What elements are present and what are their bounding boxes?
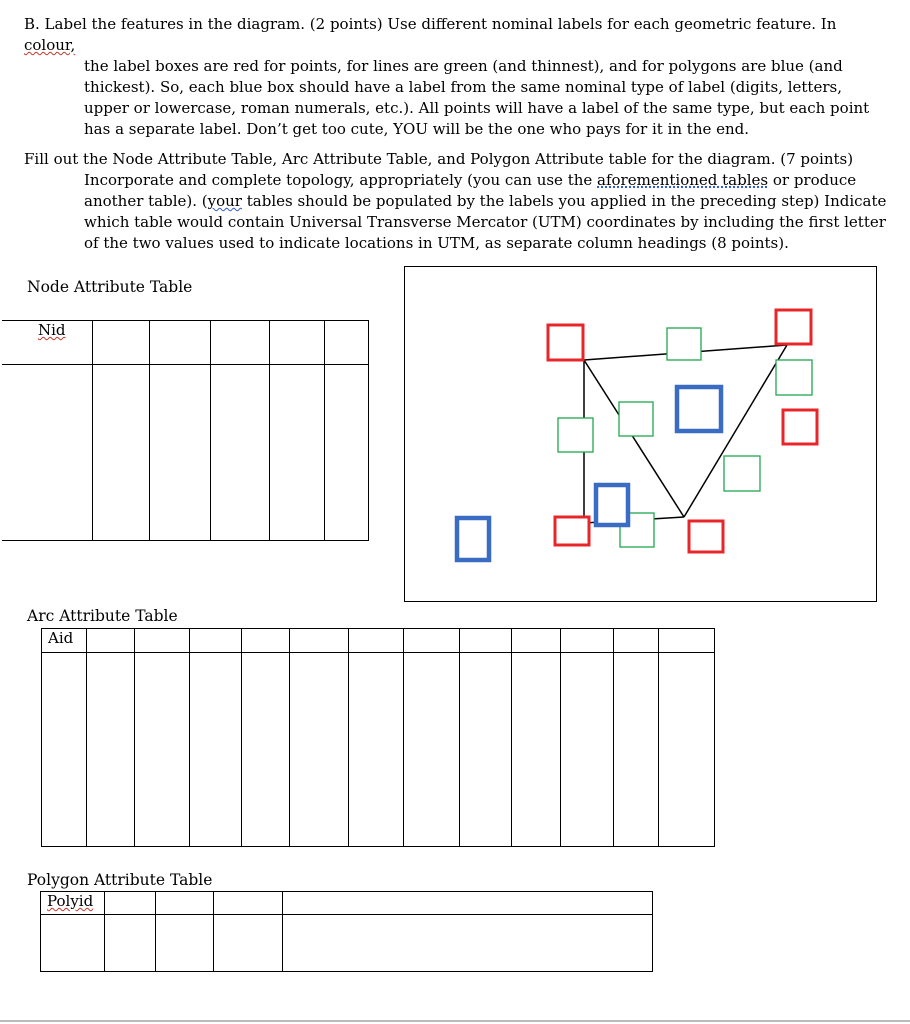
instructions-tables	[24, 149, 890, 254]
point-label-box[interactable]	[776, 310, 811, 344]
table-cell[interactable]	[42, 653, 87, 847]
table-cell[interactable]	[324, 321, 368, 365]
table-cell[interactable]	[190, 629, 242, 653]
line-label-box[interactable]	[724, 456, 760, 491]
polygon-label-box[interactable]	[677, 387, 721, 431]
table-cell[interactable]	[190, 653, 242, 847]
table-cell[interactable]	[242, 629, 290, 653]
table-cell[interactable]	[156, 915, 214, 972]
arc-table-title: Arc Attribute Table	[27, 607, 178, 625]
table-cell[interactable]	[283, 915, 653, 972]
table-cell[interactable]	[87, 653, 135, 847]
table-cell[interactable]	[269, 365, 324, 541]
aforementioned-tables: aforementioned tables	[597, 171, 769, 189]
part-b-text: B. Label the features in the diagram. (2 points) Use different nominal labels for each geometric feature. In	[24, 15, 837, 33]
table-cell[interactable]	[349, 629, 404, 653]
arc-id-header: Aid	[42, 629, 87, 653]
line-label-box[interactable]	[558, 418, 593, 452]
table-cell[interactable]	[105, 892, 156, 915]
colour-word: colour,	[24, 36, 76, 54]
table-cell[interactable]	[512, 653, 561, 847]
node-table-title: Node Attribute Table	[27, 278, 193, 296]
arc-attribute-table	[41, 628, 715, 847]
table-cell[interactable]	[269, 321, 324, 365]
table-cell[interactable]	[156, 892, 214, 915]
polygon-attribute-table	[40, 891, 653, 972]
topology-diagram	[404, 266, 877, 602]
line-label-box[interactable]	[667, 328, 701, 360]
table-cell[interactable]	[210, 365, 269, 541]
polygon-label-box[interactable]	[457, 518, 489, 560]
table-cell[interactable]	[149, 321, 210, 365]
instructions-part-b	[24, 14, 890, 140]
table-cell[interactable]	[41, 915, 105, 972]
node-id-header: Nid	[38, 321, 66, 339]
table-cell[interactable]	[460, 653, 512, 847]
polygon-table-title: Polygon Attribute Table	[27, 871, 213, 889]
point-label-box[interactable]	[548, 325, 583, 360]
table-cell[interactable]	[105, 915, 156, 972]
table-cell[interactable]	[614, 629, 659, 653]
your-word: your	[207, 192, 242, 210]
tables-text-c: tables should be populated by the labels you applied in the preceding step) Indicate which table would contain Universal Transverse Mercator (UTM) coordinates by including the first letter of the two values used to indicate locations in UTM, as separate column headings (8 points).	[84, 192, 887, 252]
page-bottom-rule	[0, 1020, 910, 1022]
point-label-box[interactable]	[783, 410, 817, 444]
diagram-svg	[405, 267, 878, 603]
table-cell[interactable]	[149, 365, 210, 541]
table-cell[interactable]	[290, 653, 349, 847]
table-cell[interactable]	[135, 653, 190, 847]
table-cell[interactable]	[214, 915, 283, 972]
part-b-rest: the label boxes are red for points, for lines are green (and thinnest), and for polygons are blue (and thickest). So, each blue box should have a label from the same nominal type of label (digits, letters, upper or lowercase, roman numerals, etc.). All points will have a label of the same type, but each point has a separate label. Don’t get too cute, YOU will be the one who pays for it in the end.	[84, 57, 870, 138]
table-cell[interactable]	[349, 653, 404, 847]
table-cell[interactable]	[214, 892, 283, 915]
table-cell[interactable]	[2, 365, 92, 541]
table-cell[interactable]	[512, 629, 561, 653]
table-cell[interactable]	[242, 653, 290, 847]
table-cell[interactable]	[210, 321, 269, 365]
table-cell[interactable]	[561, 653, 614, 847]
table-cell[interactable]	[92, 365, 149, 541]
table-cell[interactable]	[87, 629, 135, 653]
table-cell[interactable]	[283, 892, 653, 915]
table-cell[interactable]	[404, 629, 460, 653]
table-cell[interactable]	[561, 629, 614, 653]
line-label-box[interactable]	[776, 360, 812, 395]
table-cell[interactable]	[659, 653, 715, 847]
table-cell[interactable]	[404, 653, 460, 847]
polygon-id-header: Polyid	[47, 892, 94, 910]
line-label-box[interactable]	[619, 402, 653, 436]
table-cell[interactable]	[92, 321, 149, 365]
table-cell[interactable]	[659, 629, 715, 653]
tables-text-a: Incorporate and complete topology, appropriately (you can use the	[84, 171, 598, 189]
table-cell[interactable]	[135, 629, 190, 653]
table-cell[interactable]	[614, 653, 659, 847]
tables-instruction-first: Fill out the Node Attribute Table, Arc Attribute Table, and Polygon Attribute table for the diagram. (7 points)	[24, 150, 854, 168]
polygon-label-box[interactable]	[596, 485, 628, 525]
node-attribute-table	[2, 320, 369, 541]
table-cell[interactable]	[290, 629, 349, 653]
point-label-box[interactable]	[555, 517, 589, 545]
table-cell[interactable]	[324, 365, 368, 541]
tables-text-b: or produce another table). (	[84, 171, 857, 210]
point-label-box[interactable]	[689, 521, 723, 552]
table-cell[interactable]	[460, 629, 512, 653]
